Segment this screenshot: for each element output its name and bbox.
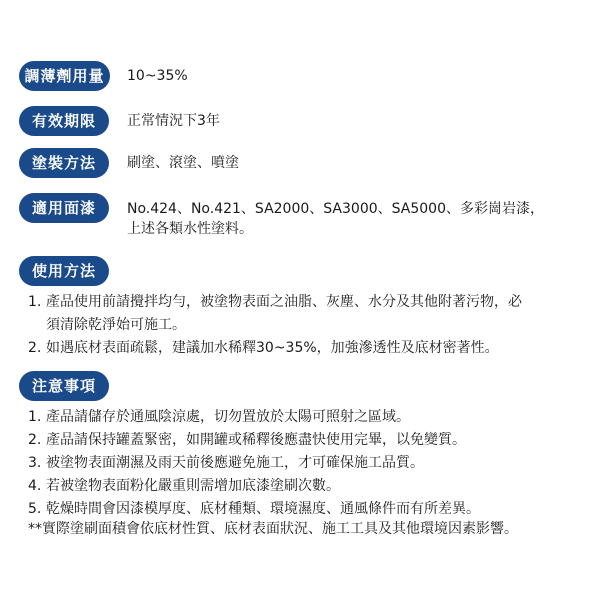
list-number: 3. (28, 455, 42, 471)
value-applicable-topcoat (127, 199, 592, 239)
list-text: 若被塗物表面粉化嚴重則需增加底漆塗刷次數。 (46, 478, 340, 494)
list-text: 產品請保持罐蓋緊密，如開罐或稀釋後應盡快使用完畢，以免變質。 (46, 432, 466, 448)
value-dilution-amount: 10~35% (127, 68, 188, 84)
list-number: 1. (28, 294, 42, 310)
topcoat-line-2: 上述各類水性塗料。 (127, 221, 253, 237)
list-text (46, 291, 593, 337)
list-item (28, 406, 593, 429)
notes-list (28, 406, 593, 521)
list-text: 乾燥時間會因漆模厚度、底材種類、環境濕度、通風條件而有所差異。 (46, 501, 480, 517)
footnote: **實際塗刷面積會依底材性質、底材表面狀況、施工工具及其他環境因素影響。 (28, 521, 518, 537)
list-number: 5. (28, 501, 42, 517)
list-text: 如遇底材表面疏鬆，建議加水稀釋30~35%，加強滲透性及底材密著性。 (46, 340, 499, 356)
list-number: 1. (28, 409, 42, 425)
list-number: 2. (28, 340, 42, 356)
usage-list (28, 291, 593, 360)
topcoat-line-1: No.424、No.421、SA2000、SA3000、SA5000、多彩崗岩漆， (127, 201, 544, 217)
label-dilution-amount: 調薄劑用量 (19, 61, 110, 91)
list-number: 4. (28, 478, 42, 494)
value-shelf-life: 正常情況下3年 (127, 113, 220, 129)
list-item (28, 452, 593, 475)
list-text: 產品請儲存於通風陰涼處，切勿置放於太陽可照射之區域。 (46, 409, 410, 425)
usage-heading: 使用方法 (19, 256, 109, 286)
label-application-method: 塗裝方法 (19, 148, 109, 178)
list-text: 被塗物表面潮濕及雨天前後應避免施工，才可確保施工品質。 (46, 455, 424, 471)
list-text-line: 須清除乾淨始可施工。 (46, 317, 186, 333)
list-item (28, 429, 593, 452)
list-item (28, 337, 593, 360)
label-applicable-topcoat: 適用面漆 (19, 193, 109, 223)
list-item (28, 291, 593, 337)
list-text-line: 產品使用前請攪拌均勻，被塗物表面之油脂、灰塵、水分及其他附著污物，必 (46, 294, 522, 310)
label-shelf-life: 有效期限 (19, 106, 109, 136)
list-number: 2. (28, 432, 42, 448)
value-application-method: 刷塗、滾塗、噴塗 (127, 155, 239, 171)
notes-heading: 注意事項 (19, 371, 109, 401)
list-item (28, 475, 593, 498)
